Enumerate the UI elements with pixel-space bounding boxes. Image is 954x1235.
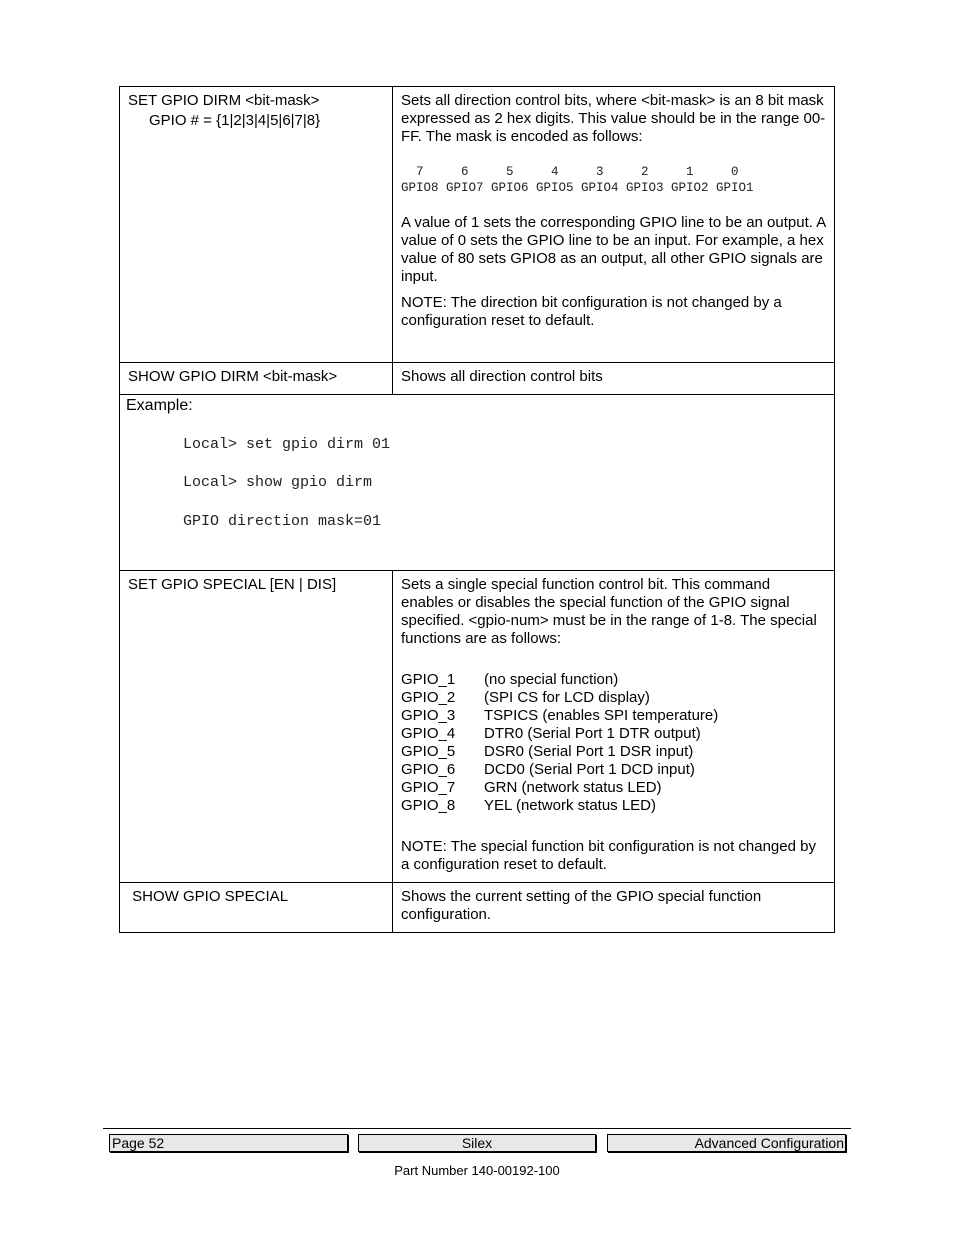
gpio-range-text: GPIO # = {1|2|3|4|5|6|7|8} <box>149 112 321 129</box>
part-number: Part Number 140-00192-100 <box>394 1163 560 1178</box>
example-line: GPIO direction mask=01 <box>183 513 382 530</box>
gpio-function: DTR0 (Serial Port 1 DTR output) <box>484 725 701 742</box>
gpio-name: GPIO_7 <box>401 779 456 796</box>
list-item <box>401 725 718 743</box>
footer-divider <box>103 1128 851 1129</box>
note-text: NOTE: The special function bit configuration is not changed by a configuration reset to default. <box>401 838 816 873</box>
gpio-name: GPIO_2 <box>401 689 456 706</box>
example-line: Local> show gpio dirm <box>183 474 373 491</box>
command-cell <box>120 883 393 933</box>
gpio-function: DCD0 (Serial Port 1 DCD input) <box>484 761 695 778</box>
gpio-function: DSR0 (Serial Port 1 DSR input) <box>484 743 694 760</box>
table-row <box>120 883 835 933</box>
description-cell <box>393 571 835 883</box>
footer-section: Advanced Configuration <box>607 1134 846 1152</box>
command-text: SET GPIO DIRM <bit-mask> <box>128 92 320 109</box>
gpio-name: GPIO_8 <box>401 797 456 814</box>
list-item <box>401 671 718 689</box>
gpio-name: GPIO_5 <box>401 743 456 760</box>
special-function-list <box>401 671 718 815</box>
bit-numbers: 7 6 5 4 3 2 1 0 <box>401 165 739 179</box>
example-line: Local> set gpio dirm 01 <box>183 436 391 453</box>
gpio-name: GPIO_1 <box>401 671 456 688</box>
gpio-name: GPIO_4 <box>401 725 456 742</box>
description-text: Shows all direction control bits <box>401 368 603 385</box>
footer-page-number: Page 52 <box>109 1134 348 1152</box>
footer-company: Silex <box>358 1134 596 1152</box>
table-row <box>120 87 835 363</box>
bit-names: GPIO8 GPIO7 GPIO6 GPIO5 GPIO4 GPIO3 GPIO2 GPIO1 <box>401 181 754 195</box>
table-row <box>120 363 835 395</box>
table-row <box>120 571 835 883</box>
list-item <box>401 797 718 815</box>
command-text: SET GPIO SPECIAL [EN | DIS] <box>128 576 337 593</box>
description-cell <box>393 883 835 933</box>
note-text: NOTE: The direction bit configuration is not changed by a configuration reset to default. <box>401 294 782 329</box>
gpio-function: GRN (network status LED) <box>484 779 662 796</box>
gpio-name: GPIO_6 <box>401 761 456 778</box>
example-cell <box>120 395 835 571</box>
gpio-name: GPIO_3 <box>401 707 456 724</box>
table-row <box>120 395 835 571</box>
gpio-function: (SPI CS for LCD display) <box>484 689 650 706</box>
list-item <box>401 689 718 707</box>
description-cell <box>393 363 835 395</box>
description-text: A value of 1 sets the corresponding GPIO line to be an output. A value of 0 sets the GPIO line to be an input. For example, a hex value of 80 sets GPIO8 as an output, all other GPIO signals are input. <box>401 214 826 285</box>
description-text: Sets a single special function control bit. This command enables or disables the special function of the GPIO signal specified. <gpio-num> must be in the range of 1-8. The special functions are as follows: <box>401 576 817 647</box>
list-item <box>401 779 718 797</box>
gpio-function: (no special function) <box>484 671 619 688</box>
command-cell <box>120 571 393 883</box>
list-item <box>401 707 718 725</box>
gpio-function: YEL (network status LED) <box>484 797 657 814</box>
command-text: SHOW GPIO DIRM <bit-mask> <box>128 368 338 385</box>
command-table <box>119 86 835 933</box>
description-cell <box>393 87 835 363</box>
example-title: Example: <box>126 397 193 414</box>
list-item <box>401 743 718 761</box>
description-text: Shows the current setting of the GPIO special function configuration. <box>401 888 762 923</box>
command-text: SHOW GPIO SPECIAL <box>128 888 289 905</box>
command-cell <box>120 87 393 363</box>
list-item <box>401 761 718 779</box>
gpio-function: TSPICS (enables SPI temperature) <box>484 707 719 724</box>
command-cell <box>120 363 393 395</box>
description-text: Sets all direction control bits, where <bit-mask> is an 8 bit mask expressed as 2 hex digits. This value should be in the range 00-FF. The mask is encoded as follows: <box>401 92 826 145</box>
